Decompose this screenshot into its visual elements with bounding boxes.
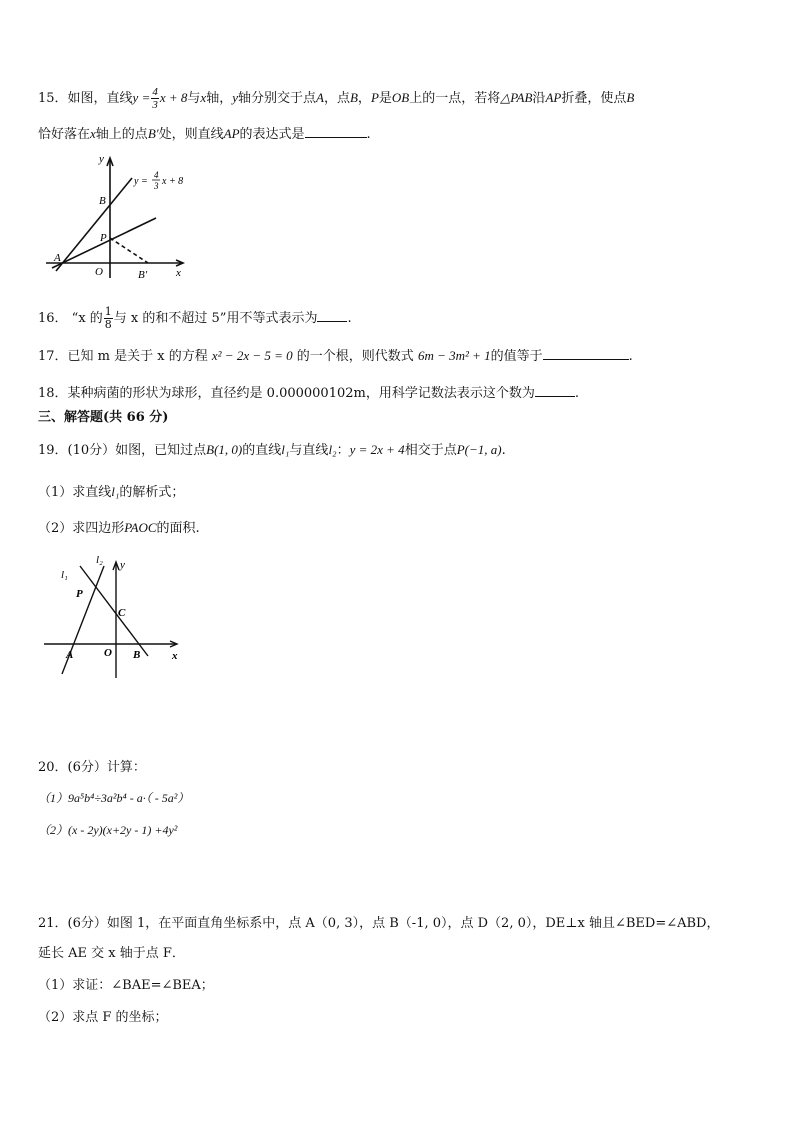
q16-fraction: $\frac{1}{8}$	[104, 305, 112, 331]
fig19-label-C: C	[118, 607, 126, 619]
q17-equation: x² − 2x − 5 = 0	[211, 348, 293, 363]
fig19-label-P: P	[76, 588, 83, 600]
q15-line1: 15．如图，直线y = $\frac{4}{3}$ x + 8与x轴，y轴分别交于点A，点B，P是OB上的一点，若将△PAB沿AP折叠，使点B	[38, 86, 635, 111]
q21-line2: 延长 AE 交 x 轴于点 F．	[38, 946, 185, 961]
q15-fraction: $\frac{4}{3}$	[152, 86, 158, 111]
answer-blank-q15[interactable]	[305, 125, 367, 138]
figure-q19	[40, 552, 190, 682]
fig15-label-A: A	[54, 252, 61, 264]
q19-line: 19．(10分）如图，已知过点B(1, 0)的直线l₁与直线l₂：y = 2x + 4相交于点P(−1, a).	[38, 442, 506, 458]
q19-sub1: （1）求直线l₁的解析式；	[38, 484, 185, 500]
q15-eq-rhs: x + 8	[159, 90, 188, 105]
q21-line4: （2）求点 F 的坐标；	[38, 1010, 168, 1025]
fig15-label-y: y	[99, 153, 104, 165]
fig19-label-A: A	[66, 649, 74, 661]
answer-blank-q16[interactable]	[317, 309, 347, 322]
fig15-dashed-PB	[110, 238, 148, 263]
fig15-eq-rhs: x + 8	[162, 176, 184, 187]
fig19-label-B: B	[133, 649, 141, 661]
fig15-label-Bprime: B′	[138, 269, 148, 281]
q15-text: 15．如图，直线	[38, 91, 133, 106]
fig15-eq-lhs: y =	[134, 176, 148, 187]
answer-blank-q17[interactable]	[543, 347, 629, 360]
fig19-line-l2	[80, 566, 148, 656]
q15-eq-lhs: y =	[132, 90, 151, 105]
fig15-label-O: O	[95, 266, 103, 278]
fig15-eq-den: 3	[154, 181, 159, 191]
section-heading: 三、解答题(共 66 分)	[38, 410, 169, 425]
figure-q15	[40, 148, 200, 286]
q19-sub2: （2）求四边形PAOC的面积.	[38, 520, 200, 536]
q21-line3: （1）求证：∠BAE=∠BEA；	[38, 978, 214, 993]
fig19-label-l2: l₂	[96, 554, 103, 566]
q17-expression: 6m − 3m² + 1	[417, 348, 491, 363]
answer-blank-q18[interactable]	[535, 384, 575, 397]
fig19-label-O: O	[104, 647, 112, 659]
q18-line: 18．某种病菌的形状为球形，直径约是 0.000000102m，用科学记数法表示这个数为 .	[38, 386, 579, 401]
q20-sub2: （2）(x - 2y)(x+2y - 1) +4y²	[38, 823, 178, 837]
fig15-label-P: P	[100, 232, 107, 244]
q20-sub1: （1）9a⁵b⁴÷3a²b⁴ - a·（ - 5a²）	[38, 791, 190, 805]
fig15-label-x: x	[176, 267, 181, 279]
fig19-label-l1: l₁	[61, 569, 68, 581]
q20-title: 20．(6分）计算：	[38, 760, 146, 775]
q17-line: 17．已知 m 是关于 x 的方程 x² − 2x − 5 = 0 的一个根，则代数式 6m − 3m² + 1的值等于 .	[38, 348, 633, 364]
fig19-label-y: y	[120, 559, 125, 571]
fig15-eq-num: 4	[154, 170, 159, 180]
fig15-line-AB	[56, 178, 132, 271]
q15-line2: 恰好落在x轴上的点B′处，则直线AP的表达式是 .	[38, 126, 371, 142]
fig19-label-x: x	[172, 650, 178, 662]
fig15-label-B: B	[99, 195, 106, 207]
q16-line: 16． “x 的 $\frac{1}{8}$ 与 x 的和不超过 5”用不等式表示为 .	[38, 305, 352, 331]
q21-line1: 21．(6分）如图 1，在平面直角坐标系中，点 A（0, 3），点 B（-1, 0），点 D（2, 0），DE⊥x 轴且∠BED=∠ABD，	[38, 916, 720, 931]
